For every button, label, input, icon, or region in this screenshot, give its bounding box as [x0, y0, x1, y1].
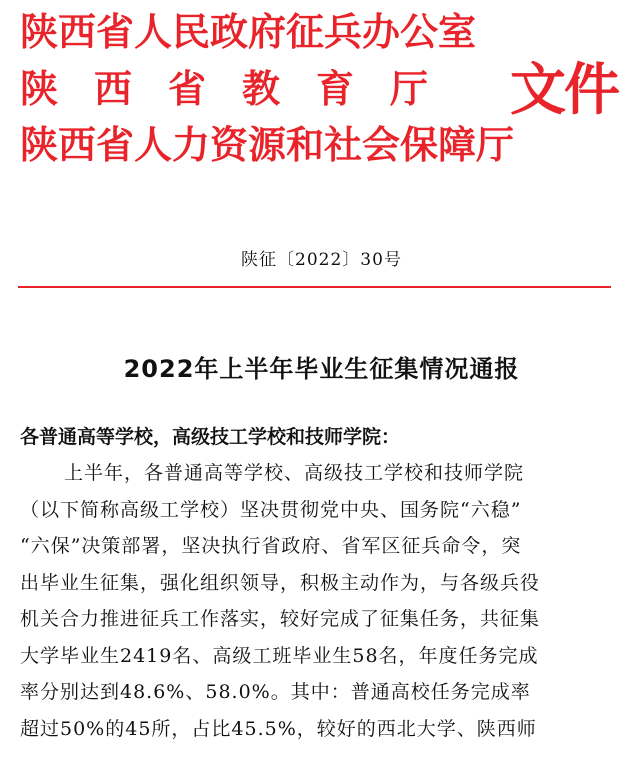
body-line: 超过50%的45所，占比45.5%，较好的西北大学、陕西师	[20, 717, 537, 740]
red-divider-rule	[18, 286, 611, 288]
issuer-line-human-resources-department: 陕西省人力资源和社会保障厅	[20, 123, 515, 167]
body-line: （以下简称高级工学校）坚决贯彻党中央、国务院“六稳”	[20, 498, 522, 521]
issuer-line-education-department: 陕西省教育厅	[20, 67, 465, 111]
body-paragraph	[20, 455, 620, 747]
document-header	[0, 0, 643, 180]
body-line: 机关合力推进征兵工作落实，较好完成了征集任务，共征集	[20, 608, 541, 630]
body-line: 出毕业生征集，强化组织领导，积极主动作为，与各级兵役	[20, 571, 541, 594]
salutation: 各普通高等学校，高级技工学校和技师学院：	[20, 426, 401, 448]
body-line: 大学毕业生2419名、高级工班毕业生58名，年度任务完成	[20, 644, 539, 667]
body-line: “六保”决策部署，坚决执行省政府、省军区征兵命令，突	[20, 535, 522, 557]
document-kind-label: 文件	[510, 58, 618, 123]
body-line: 上半年，各普通高等学校、高级技工学校和技师学院	[64, 462, 525, 484]
issuer-line-conscription-office: 陕西省人民政府征兵办公室	[20, 10, 477, 54]
document-title: 2022年上半年毕业生征集情况通报	[123, 355, 520, 383]
document-number: 陕征〔2022〕30号	[241, 250, 402, 270]
body-line: 率分别达到48.6%、58.0%。其中：普通高校任务完成率	[20, 681, 531, 703]
